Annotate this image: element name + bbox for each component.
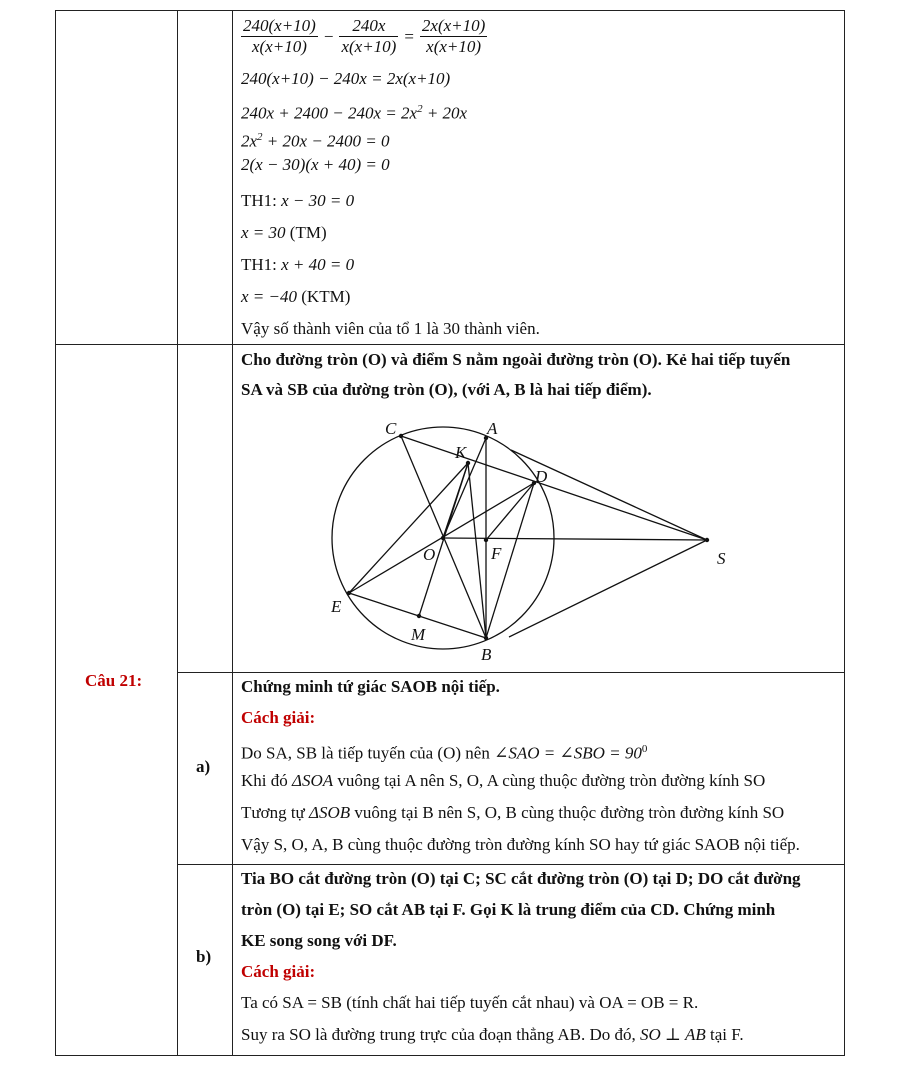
part-a-line-2-post: vuông tại A nên S, O, A cùng thuộc đường tròn đường kính SO [337, 771, 766, 790]
label-d: D [535, 467, 548, 486]
part-b-title-line-3: KE song song với DF. [241, 931, 397, 950]
point-f [484, 538, 488, 542]
frac-op-minus: − [323, 26, 334, 46]
case1-equation [241, 191, 354, 211]
part-a-label: a) [196, 757, 211, 776]
equation-line-1: 240(x+10) − 240x = 2x(x+10) [241, 69, 451, 88]
equation-line-3-head: 2x [241, 131, 258, 151]
frac1-den: x(x+10) [251, 37, 307, 56]
point-s [705, 538, 709, 542]
label-e: E [331, 597, 342, 616]
question-prompt-line-1: Cho đường tròn (O) và điểm S nằm ngoài đường tròn (O). Kẻ hai tiếp tuyến [241, 350, 791, 369]
tangent-sa [511, 450, 707, 540]
part-b-line-2 [241, 1025, 744, 1045]
table-divider-col1 [177, 10, 178, 1056]
equation-line-2-sup: 2 [417, 103, 423, 115]
part-a-line-4: Vậy S, O, A, B cùng thuộc đường tròn đường kính SO hay tứ giác SAOB nội tiếp. [241, 835, 800, 854]
case2-equation [241, 255, 354, 275]
question-label: Câu 21: [85, 671, 143, 690]
frac2-num: 240x [339, 16, 398, 37]
part-a-line-1-math: ∠SAO = ∠SBO = 90 [494, 743, 642, 763]
part-a-line-2-pre: Khi đó [241, 771, 288, 790]
point-k [466, 461, 470, 465]
part-b-cell [241, 868, 841, 1054]
part-a-line-2-math: ΔSOA [292, 771, 334, 790]
table-border-bottom [55, 1055, 845, 1056]
table-border-top [55, 10, 845, 11]
part-b-line-2-pre: Suy ra SO là đường trung trực của đoạn thẳng AB. Do đó, [241, 1025, 636, 1044]
case2-status: (KTM) [301, 287, 351, 306]
case2-label: TH1: [241, 255, 277, 274]
part-a-line-1 [241, 739, 647, 764]
geometry-figure [331, 420, 751, 670]
part-a-line-2 [241, 771, 765, 791]
part-b-title-line-2: tròn (O) tại E; SO cắt AB tại F. Gọi K là trung điểm của CD. Chứng minh [241, 900, 776, 919]
table-row-divider-1 [55, 344, 845, 345]
frac1-num: 240(x+10) [243, 16, 316, 35]
equation-line-2-tail: + 20x [422, 103, 468, 123]
frac3-den: x(x+10) [426, 37, 482, 56]
point-b [484, 636, 488, 640]
case1-status: (TM) [289, 223, 327, 242]
table-row-divider-3 [177, 864, 845, 865]
part-b-line-2-post: tại F. [710, 1025, 744, 1044]
case1-result-value: x = 30 [241, 223, 286, 242]
part-b-line-1: Ta có SA = SB (tính chất hai tiếp tuyến cắt nhau) và OA = OB = R. [241, 993, 699, 1012]
segment-so [443, 538, 707, 540]
case2-result-value: x = −40 [241, 287, 297, 306]
part-a-method: Cách giải: [241, 708, 316, 727]
label-k: K [455, 443, 467, 462]
label-c: C [385, 420, 397, 438]
table-border-right [844, 10, 845, 1056]
label-o: O [423, 545, 436, 564]
case2-result [241, 287, 350, 307]
fraction-equation [241, 16, 487, 57]
point-m [417, 614, 421, 618]
part-a-line-3-pre: Tương tự [241, 803, 305, 822]
table-row-divider-2 [177, 672, 845, 673]
label-a: A [487, 420, 498, 438]
part-a-line-3-math: ΔSOB [309, 803, 351, 822]
tangent-sb [509, 540, 707, 637]
part-a-cell [241, 676, 841, 862]
case1-eq: x − 30 = 0 [281, 191, 355, 210]
segment-kb [468, 463, 486, 638]
label-b: B [481, 645, 492, 664]
label-m: M [411, 625, 426, 644]
label-s: S [717, 549, 726, 568]
part-a-line-3 [241, 803, 784, 823]
label-f: F [491, 544, 502, 563]
part-b-label: b) [196, 947, 212, 966]
case2-eq: x + 40 = 0 [281, 255, 355, 274]
equation-line-4: 2(x − 30)(x + 40) = 0 [241, 155, 390, 174]
conclusion-text: Vậy số thành viên của tổ 1 là 30 thành viên. [241, 319, 540, 338]
point-o [441, 536, 445, 540]
part-b-method: Cách giải: [241, 962, 316, 981]
case1-label: TH1: [241, 191, 277, 210]
question-prompt-cell [241, 348, 841, 668]
part-a-line-1-sup: 0 [641, 743, 648, 755]
question-prompt-line-2: SA và SB của đường tròn (O), (với A, B là hai tiếp điểm). [241, 380, 652, 399]
point-e [347, 591, 351, 595]
point-c [399, 434, 403, 438]
solution-top-cell [241, 14, 841, 342]
segment-df [486, 483, 534, 540]
solution-table [55, 10, 845, 1056]
table-border-left [55, 10, 56, 1056]
part-a-line-1-text: Do SA, SB là tiếp tuyến của (O) nên [241, 743, 490, 763]
equation-line-2 [241, 99, 467, 124]
equation-line-3 [241, 127, 390, 152]
equation-line-2-head: 240x + 2400 − 240x = 2x [241, 103, 418, 123]
part-a-title: Chứng minh tứ giác SAOB nội tiếp. [241, 677, 500, 696]
equation-line-3-tail: + 20x − 2400 = 0 [262, 131, 390, 151]
part-a-line-3-post: vuông tại B nên S, O, B cùng thuộc đường tròn đường kính SO [354, 803, 785, 822]
equation-line-3-sup: 2 [257, 131, 263, 143]
frac2-den: x(x+10) [341, 37, 397, 56]
part-b-title-line-1: Tia BO cắt đường tròn (O) tại C; SC cắt đường tròn (O) tại D; DO cắt đường [241, 869, 801, 888]
frac-op-equals: = [404, 26, 414, 46]
part-b-line-2-math: SO ⊥ AB [640, 1025, 706, 1044]
frac3-num: 2x(x+10) [421, 16, 486, 35]
case1-result [241, 223, 327, 243]
segment-ke [349, 463, 468, 593]
table-divider-col2 [232, 10, 233, 1056]
